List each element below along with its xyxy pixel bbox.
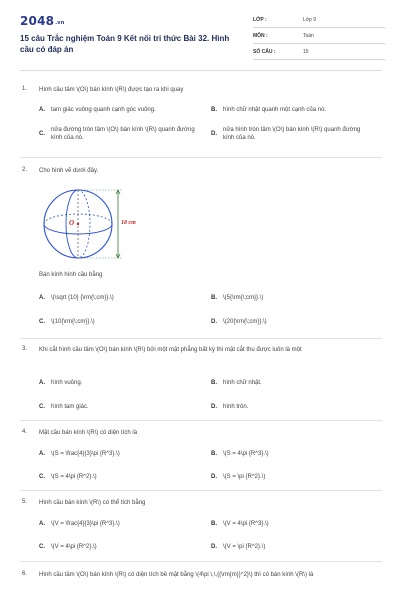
question-text: Hình cầu tâm \(O\) bán kính \(R\) được tạo ra khi quay [39,87,184,93]
option-letter: D. [211,474,217,480]
option-letter: B. [211,451,217,457]
logo-main: 2048 [20,14,55,28]
question-text: Cho hình vẽ dưới đây. [39,168,99,174]
option-letter: A. [39,451,45,457]
option-b[interactable] [211,450,376,460]
option-c[interactable] [39,473,204,483]
option-c[interactable] [39,403,204,413]
option-d[interactable] [211,403,376,413]
question-text: Hình cầu tâm \(O\) bán kính \(R\) có diện tích bề mặt bằng \(4\pi \,\,{{\rm{m}}^2}\) thì có bán kính \(R\) là [39,572,314,578]
option-c[interactable] [39,543,204,553]
question-number: 6. [22,571,28,577]
option-letter: D. [211,404,217,410]
logo-domain: .vn [55,20,65,26]
meta-row-grade [253,12,385,28]
option-letter: C. [39,319,45,325]
option-letter: C. [39,131,45,137]
question-separator [20,420,382,421]
option-text: \(S = 4\pi {R^3}.\) [223,451,269,457]
option-d[interactable] [211,543,376,553]
meta-value: 15 [303,49,309,55]
option-text: \(S = \frac{4}{3}\pi {R^3}.\) [51,451,120,457]
equator-front [44,224,112,234]
sphere-figure [38,188,138,260]
question-1 [22,86,377,146]
option-b[interactable] [211,106,376,116]
question-3 [22,346,377,416]
option-text: \(\sqrt {10} {\rm{\;cm}}.\) [51,295,114,301]
option-text: hình chữ nhật quanh một cạnh của nó. [223,107,327,113]
question-number: 4. [22,429,28,435]
option-text: nửa đường tròn tâm \(O\) bán kính \(R\) quanh đường kính của nó. [51,127,195,141]
option-c[interactable] [39,126,204,144]
option-a[interactable] [39,520,204,530]
option-text: tam giác vuông quanh cạnh góc vuông. [51,107,156,113]
option-text: hình tam giác. [51,404,89,410]
option-letter: B. [211,521,217,527]
meridian-back [78,190,90,258]
page-title: 15 câu Trắc nghiệm Toán 9 Kết nối tri thức Bài 32. Hình cầu có đáp án [20,34,230,54]
option-text: \(5{\rm{\;cm}}.\) [223,295,264,301]
meta-value: Lớp 9 [303,17,317,23]
option-text: \(S = 4\pi {R^2}.\) [51,474,97,480]
question-separator [20,490,382,491]
option-text: \(10{\rm{\;cm}}.\) [51,319,95,325]
question-text: Mặt cầu bán kính \(R\) có diện tích là [39,430,138,436]
header-divider [20,70,382,71]
site-logo[interactable] [20,14,65,28]
option-text: \(20{\rm{\;cm}}.\) [223,319,267,325]
option-letter: B. [211,380,217,386]
question-5 [22,499,377,557]
option-b[interactable] [211,520,376,530]
question-2-prompt [22,271,377,281]
option-b[interactable] [211,379,376,389]
option-letter: B. [211,107,217,113]
option-text: nửa hình tròn tâm \(O\) bán kính \(R\) quanh đường kính của nó. [223,127,361,141]
option-letter: D. [211,544,217,550]
meta-label: SỐ CÂU : [253,49,276,55]
option-letter: D. [211,131,217,137]
meta-row-subject [253,28,385,44]
option-d[interactable] [211,318,376,328]
question-text: Khi cắt hình cầu tâm \(O\) bán kính \(R\) bởi một mặt phẳng bất kỳ thì mặt cắt thu được luôn là một [39,347,302,353]
option-d[interactable] [211,473,376,483]
option-text: \(V = \pi {R^2}.\) [223,544,266,550]
meta-value: Toán [303,33,314,39]
question-prompt: Bán kính hình cầu bằng [39,272,103,278]
question-text: Hình cầu bán kính \(R\) có thể tích bằng [39,500,146,506]
option-letter: B. [211,295,217,301]
question-4 [22,429,377,489]
option-text: \(V = 4\pi {R^3}.\) [223,521,269,527]
question-number: 2. [22,167,28,173]
question-number: 5. [22,499,28,505]
option-letter: A. [39,107,45,113]
option-c[interactable] [39,318,204,328]
option-letter: A. [39,295,45,301]
option-d[interactable] [211,126,376,144]
option-a[interactable] [39,379,204,389]
option-text: hình vuông. [51,380,83,386]
option-letter: A. [39,380,45,386]
question-separator [20,157,382,158]
question-6 [22,571,377,595]
question-number: 1. [22,86,28,92]
dimension-label: 18 cm [121,220,136,226]
option-b[interactable] [211,294,376,304]
option-text: \(V = \frac{4}{3}\pi {R^3}.\) [51,521,120,527]
meta-label: LỚP : [253,17,267,23]
option-text: \(V = 4\pi {R^2}.\) [51,544,97,550]
option-letter: C. [39,544,45,550]
option-a[interactable] [39,294,204,304]
option-letter: C. [39,404,45,410]
meta-label: MÔN : [253,33,268,39]
meta-info [253,12,385,60]
question-separator [20,561,382,562]
option-letter: D. [211,319,217,325]
option-letter: A. [39,521,45,527]
option-text: \(S = \pi {R^2}.\) [223,474,266,480]
option-a[interactable] [39,450,204,460]
center-label: O [69,219,75,227]
option-letter: C. [39,474,45,480]
center-point [77,223,79,225]
option-text: hình chữ nhật. [223,380,262,386]
option-text: hình tròn. [223,404,249,410]
question-separator [20,338,382,339]
option-a[interactable] [39,106,204,116]
meta-row-count [253,44,385,60]
question-2-options [22,294,377,334]
worksheet-header [20,12,385,64]
question-number: 3. [22,346,28,352]
